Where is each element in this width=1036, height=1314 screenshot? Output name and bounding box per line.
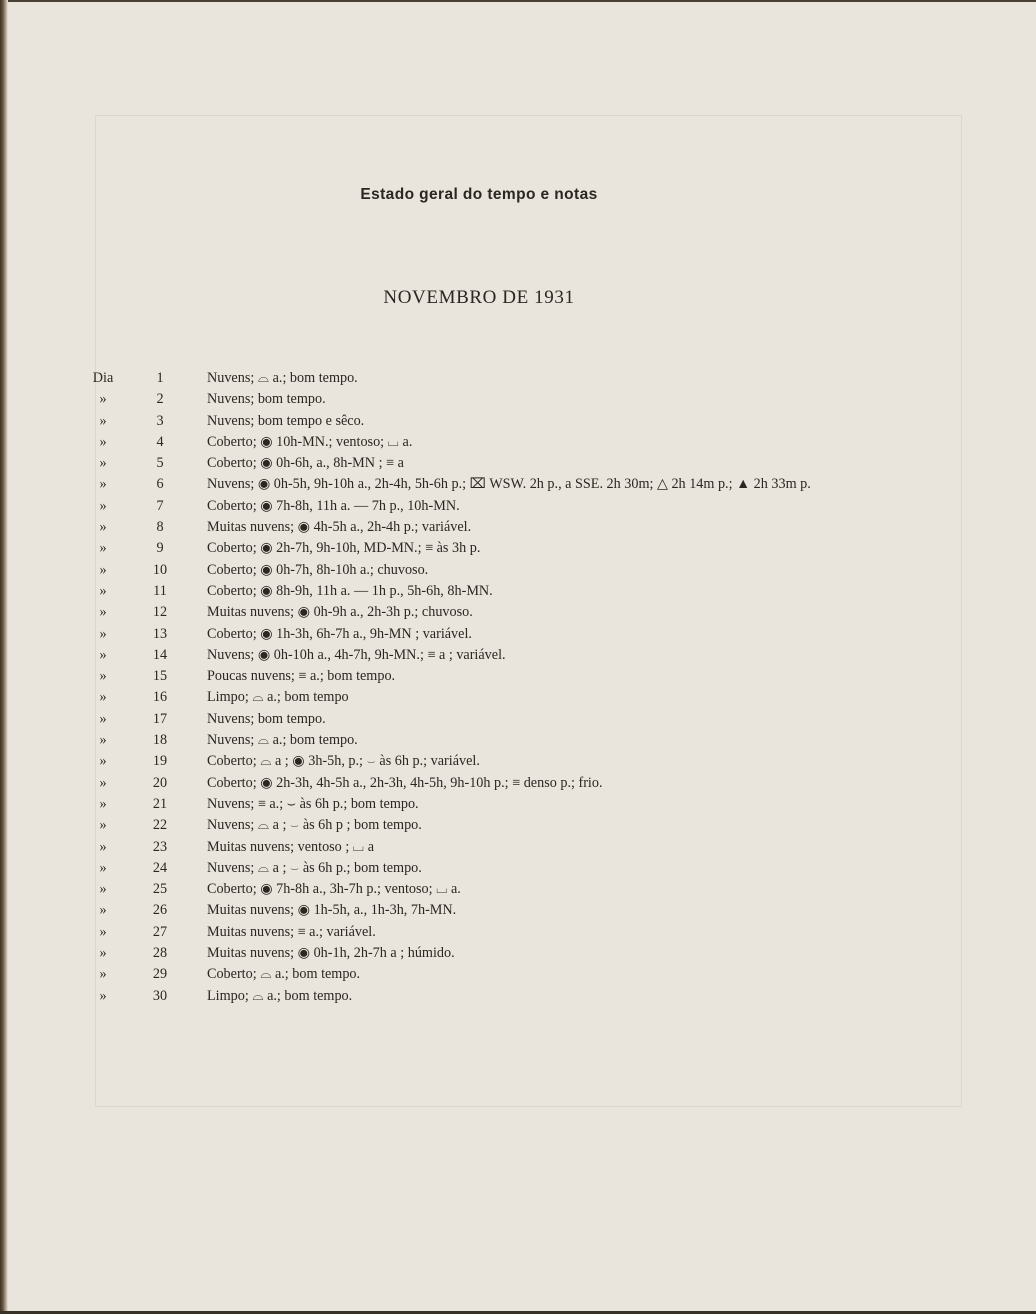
row-label: » [99,987,107,1004]
day-number: 21 [152,795,168,812]
weather-note: Nuvens; ◉ 0h-10h a., 4h-7h, 9h-MN.; ≡ a ; variável. [207,646,506,663]
row-label: » [99,668,107,685]
row-label: » [99,881,107,898]
table-row [0,496,1036,517]
table-row [0,773,1036,794]
day-number: 29 [152,966,168,983]
day-number: 19 [152,753,168,770]
weather-note: Coberto; ◉ 7h-8h a., 3h-7h p.; ventoso; ⌴ a. [207,881,461,898]
table-row [0,922,1036,943]
day-number: 20 [152,774,168,791]
day-number: 13 [152,625,168,642]
day-number: 9 [156,540,164,557]
table-row [0,624,1036,645]
table-row [0,517,1036,538]
table-row [0,709,1036,730]
table-row [0,794,1036,815]
row-label: » [99,433,107,450]
table-row [0,666,1036,687]
day-number: 1 [156,370,164,386]
day-number: 7 [156,497,164,514]
table-row [0,368,1036,389]
month-title: NOVEMBRO DE 1931 [383,287,575,308]
day-number: 3 [156,412,164,429]
day-number: 30 [152,987,168,1004]
table-row [0,986,1036,1007]
weather-note: Coberto; ◉ 2h-7h, 9h-10h, MD-MN.; ≡ às 3h p. [207,540,481,557]
row-label: » [99,582,107,599]
row-label: » [99,412,107,429]
table-row [0,815,1036,836]
row-label: » [99,902,107,919]
day-number: 18 [152,732,168,749]
row-label: » [99,476,107,493]
weather-note: Coberto; ⌓ a.; bom tempo. [207,966,361,983]
table-row [0,560,1036,581]
table-row [0,751,1036,772]
day-number: 23 [152,838,168,855]
section-heading: Estado geral do tempo e notas [360,186,598,203]
weather-note: Limpo; ⌓ a.; bom tempo [207,689,349,706]
weather-note: Coberto; ◉ 2h-3h, 4h-5h a., 2h-3h, 4h-5h, 9h-10h p.; ≡ denso p.; frio. [207,774,603,791]
row-label: » [99,519,107,536]
day-number: 16 [152,689,168,706]
table-row [0,432,1036,453]
day-number: 8 [156,519,164,536]
day-number: 24 [152,859,168,876]
weather-table [0,368,1036,1007]
table-row [0,411,1036,432]
weather-note: Muitas nuvens; ◉ 0h-9h a., 2h-3h p.; chuvoso. [207,604,473,621]
weather-note: Nuvens; ≡ a.; ⌣ às 6h p.; bom tempo. [207,795,419,812]
row-label: » [99,497,107,514]
weather-note: Poucas nuvens; ≡ a.; bom tempo. [207,668,396,685]
day-number: 17 [152,710,168,727]
weather-note: Nuvens; bom tempo. [207,710,326,727]
weather-note: Nuvens; ⌓ a ; ⌣ às 6h p ; bom tempo. [207,817,422,834]
row-label: » [99,859,107,876]
table-row [0,730,1036,751]
day-number: 12 [152,604,168,621]
day-number: 14 [152,646,168,663]
weather-note: Coberto; ◉ 0h-7h, 8h-10h a.; chuvoso. [207,561,429,578]
weather-note: Nuvens; bom tempo. [207,391,326,408]
weather-note: Muitas nuvens; ≡ a.; variável. [207,923,376,940]
day-number: 22 [152,817,168,834]
day-number: 15 [152,668,168,685]
page-top-edge [0,0,1036,2]
row-label: » [99,923,107,940]
table-row [0,602,1036,623]
row-label: » [99,391,107,408]
weather-note: Muitas nuvens; ◉ 0h-1h, 2h-7h a ; húmido. [207,945,455,962]
weather-note: Nuvens; ⌓ a.; bom tempo. [207,370,358,386]
table-row [0,943,1036,964]
row-label: » [99,625,107,642]
weather-note: Muitas nuvens; ◉ 1h-5h, a., 1h-3h, 7h-MN. [207,902,457,919]
table-row [0,645,1036,666]
row-label: » [99,604,107,621]
row-label: » [99,774,107,791]
day-number: 25 [152,881,168,898]
table-row [0,879,1036,900]
day-number: 4 [156,433,164,450]
weather-note: Coberto; ◉ 1h-3h, 6h-7h a., 9h-MN ; variável. [207,625,472,642]
weather-note: Coberto; ◉ 8h-9h, 11h a. — 1h p., 5h-6h, 8h-MN. [207,582,493,599]
table-row [0,687,1036,708]
day-number: 11 [153,582,167,599]
weather-note: Nuvens; bom tempo e sêco. [207,412,365,429]
row-label: » [99,795,107,812]
row-label: Dia [92,370,114,386]
row-label: » [99,561,107,578]
table-row [0,581,1036,602]
table-row [0,900,1036,921]
table-row [0,389,1036,410]
day-number: 2 [156,391,164,408]
table-row [0,858,1036,879]
row-label: » [99,455,107,472]
table-row [0,453,1036,474]
weather-note: Muitas nuvens; ventoso ; ⌴ a [207,838,375,855]
day-number: 27 [152,923,168,940]
day-number: 5 [156,455,164,472]
weather-note: Coberto; ◉ 0h-6h, a., 8h-MN ; ≡ a [207,455,404,472]
day-number: 6 [156,476,164,493]
day-number: 10 [152,561,168,578]
table-row [0,964,1036,985]
weather-note: Nuvens; ⌓ a.; bom tempo. [207,732,358,749]
day-number: 28 [152,945,168,962]
weather-note: Limpo; ⌓ a.; bom tempo. [207,987,353,1004]
row-label: » [99,838,107,855]
weather-note: Nuvens; ◉ 0h-5h, 9h-10h a., 2h-4h, 5h-6h p.; ⌧ WSW. 2h p., a SSE. 2h 30m; △ 2h 14m p.; ▲ 2h 33m p. [207,476,811,493]
row-label: » [99,753,107,770]
row-label: » [99,540,107,557]
table-row [0,837,1036,858]
table-row [0,474,1036,495]
row-label: » [99,646,107,663]
row-label: » [99,966,107,983]
row-label: » [99,732,107,749]
row-label: » [99,710,107,727]
table-row [0,538,1036,559]
weather-note: Muitas nuvens; ◉ 4h-5h a., 2h-4h p.; variável. [207,519,472,536]
weather-note: Coberto; ⌓ a ; ◉ 3h-5h, p.; ⌣ às 6h p.; variável. [207,753,480,770]
row-label: » [99,689,107,706]
weather-note: Coberto; ◉ 7h-8h, 11h a. — 7h p., 10h-MN. [207,497,460,514]
weather-note: Coberto; ◉ 10h-MN.; ventoso; ⌴ a. [207,433,413,450]
row-label: » [99,817,107,834]
day-number: 26 [152,902,168,919]
weather-note: Nuvens; ⌓ a ; ⌣ às 6h p.; bom tempo. [207,859,422,876]
row-label: » [99,945,107,962]
